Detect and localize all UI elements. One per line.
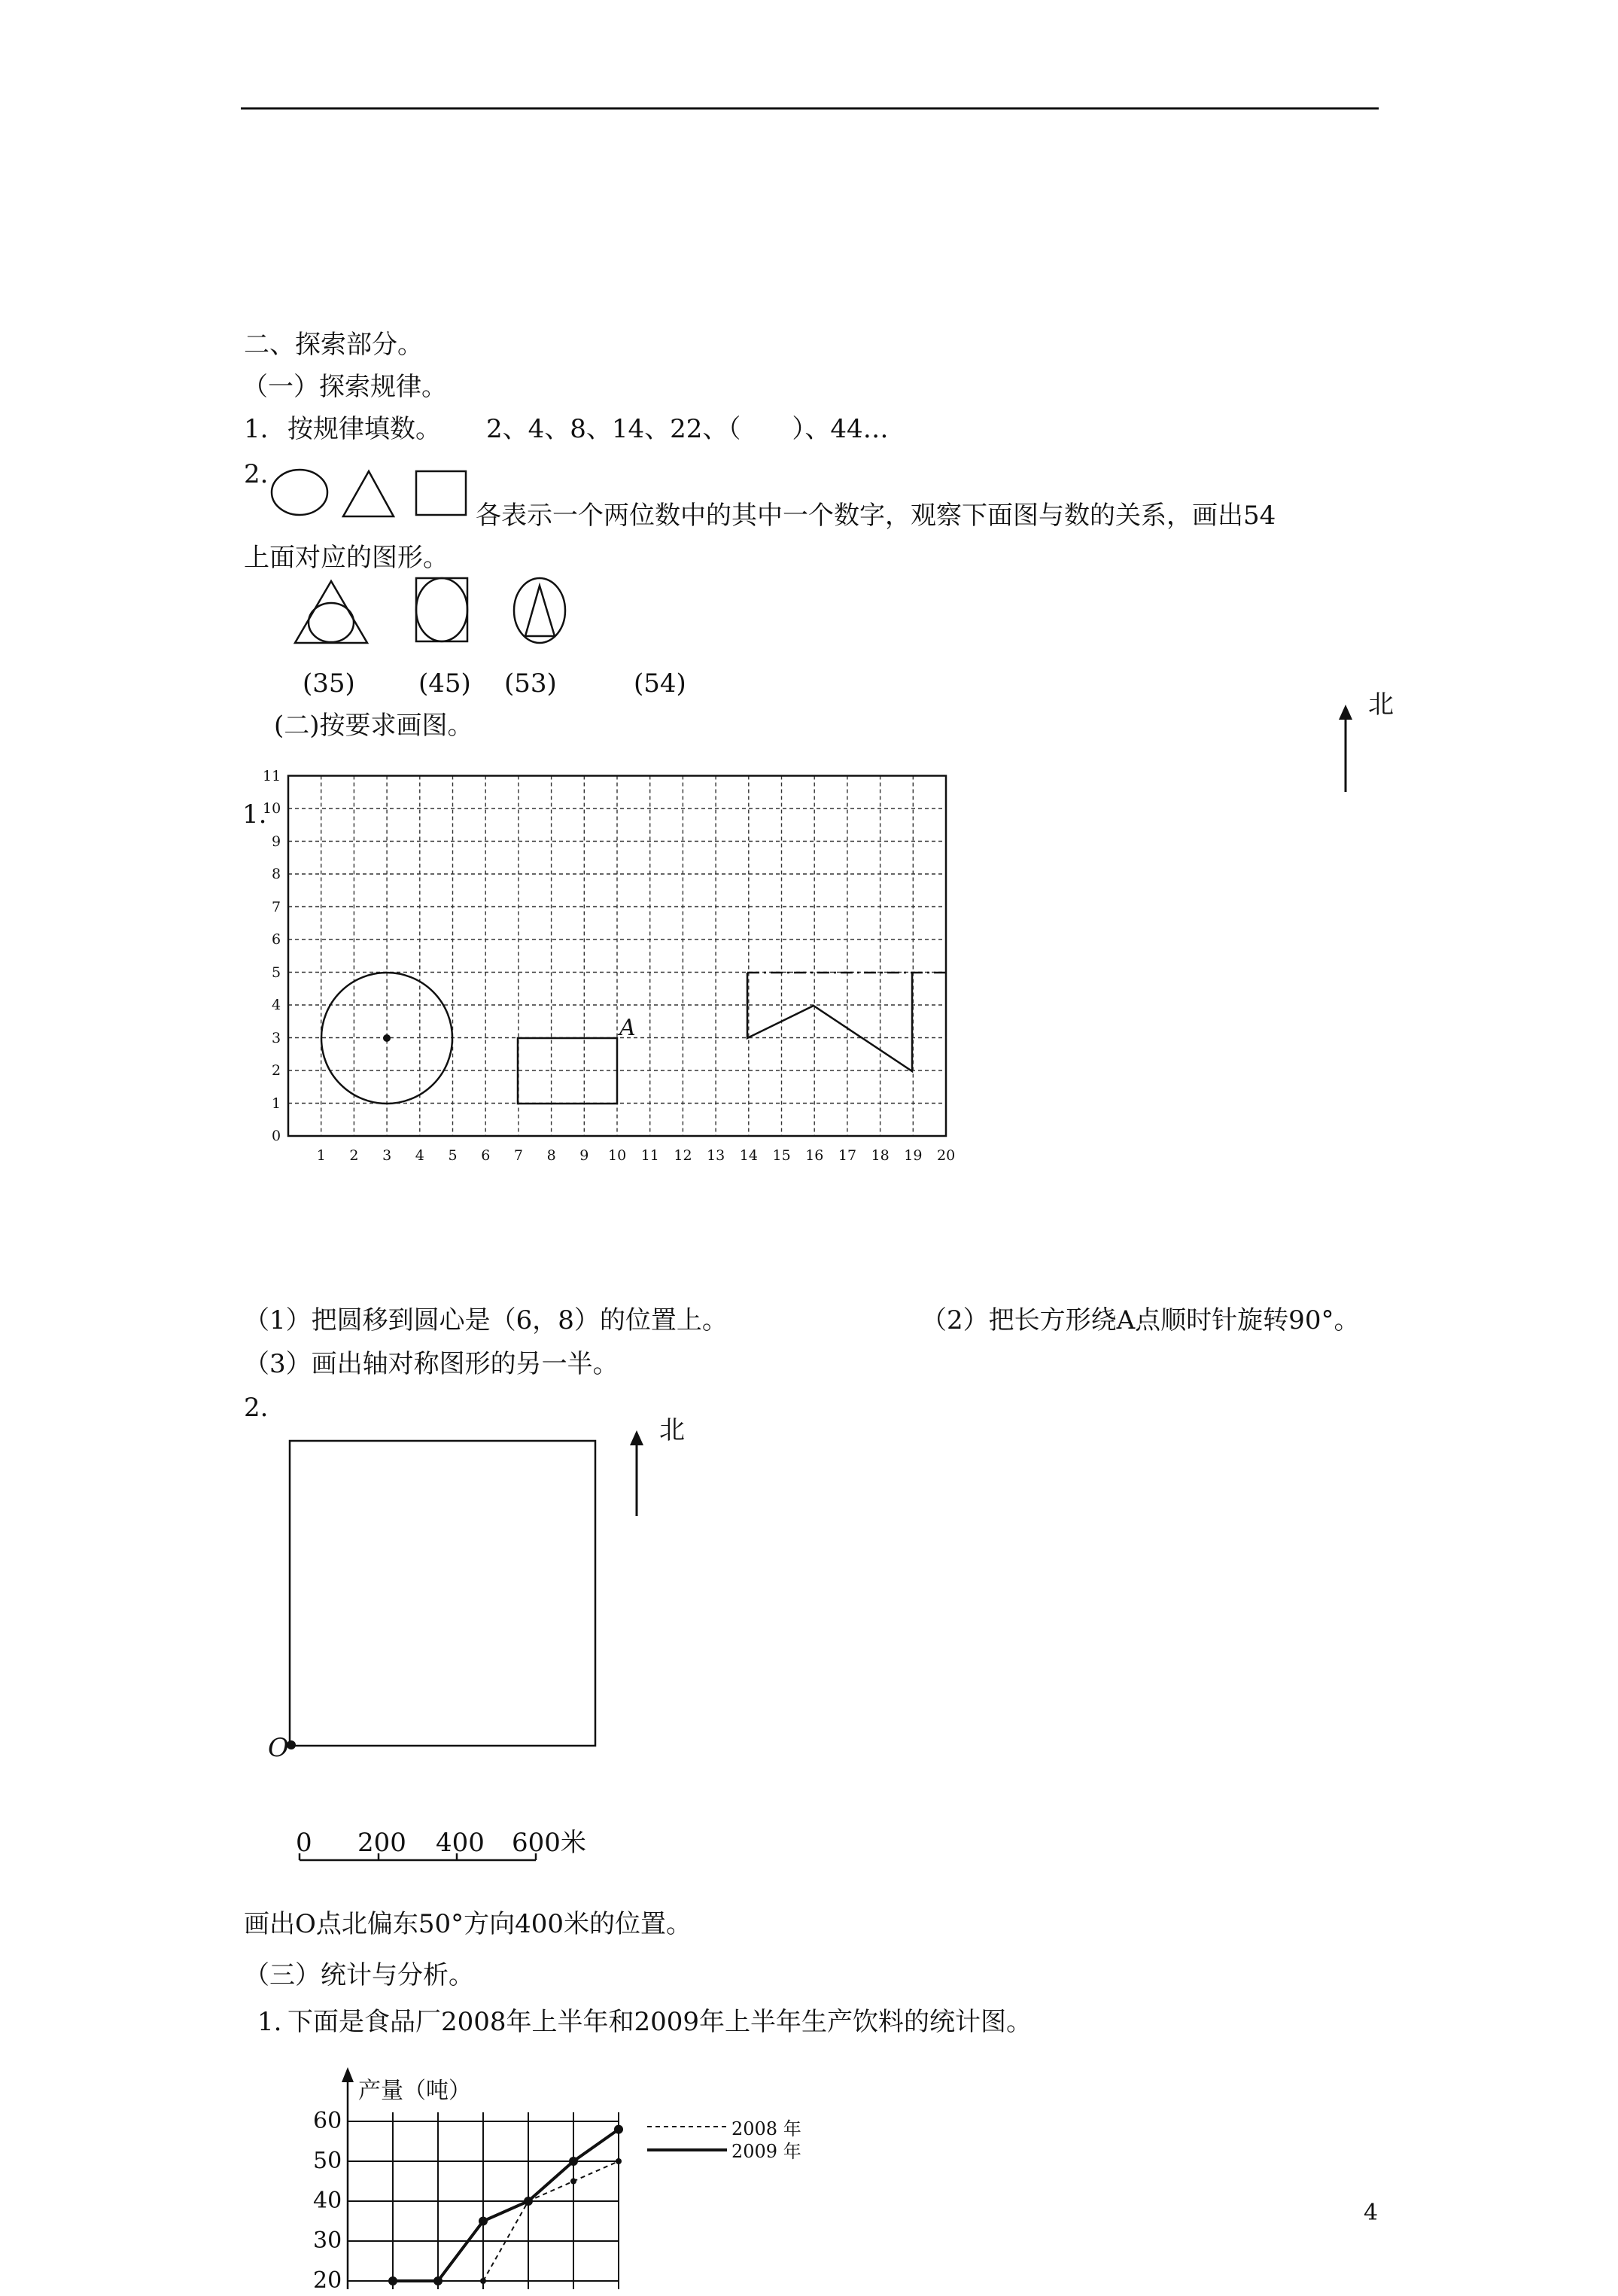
y-tick-label: 2 <box>272 1062 281 1079</box>
series-2009-line <box>393 2130 619 2281</box>
north-arrow-icon <box>630 1430 643 1516</box>
x-tick-label: 13 <box>707 1147 725 1164</box>
task3: （3）画出轴对称图形的另一半。 <box>244 1349 619 1379</box>
stats-q-text: 下面是食品厂2008年上半年和2009年上半年生产饮料的统计图。 <box>287 2007 1033 2037</box>
y-tick-label: 0 <box>272 1128 281 1144</box>
x-tick-label: 2 <box>349 1147 359 1164</box>
chart-y-tick: 50 <box>313 2148 342 2174</box>
x-tick-label: 11 <box>640 1147 659 1164</box>
q2-text-line1: 各表示一个两位数中的其中一个数字，观察下面图与数的关系，画出54 <box>476 501 1276 531</box>
ellipse-symbol-icon <box>272 470 327 515</box>
figure-35 <box>295 581 367 643</box>
part2-heading: (二)按要求画图。 <box>274 711 473 741</box>
figure-45 <box>416 578 467 641</box>
x-tick-label: 8 <box>546 1147 556 1164</box>
y-tick-label: 7 <box>272 898 281 915</box>
x-tick-label: 1 <box>316 1147 326 1164</box>
label-45: (45) <box>418 668 471 699</box>
label-53: (53) <box>504 668 557 699</box>
x-tick-label: 19 <box>904 1147 923 1164</box>
task2: （2）把长方形绕A点顺时针旋转90°。 <box>921 1305 1360 1335</box>
y-axis-arrow-icon <box>342 2067 354 2082</box>
chart-ylabel: 产量（吨） <box>358 2078 471 2104</box>
north-label-2: 北 <box>659 1415 685 1445</box>
series-2009-point <box>433 2276 443 2285</box>
q2-number: 2. <box>244 459 269 489</box>
x-tick-label: 7 <box>513 1147 523 1164</box>
x-tick-label: 5 <box>448 1147 458 1164</box>
x-tick-label: 6 <box>481 1147 491 1164</box>
x-tick-label: 10 <box>608 1147 627 1164</box>
x-tick-label: 20 <box>937 1147 956 1164</box>
x-tick-label: 16 <box>805 1147 824 1164</box>
x-tick-label: 4 <box>415 1147 424 1164</box>
section-title: 二、探索部分。 <box>244 330 423 360</box>
legend-2009: 2009 年 <box>731 2141 801 2162</box>
scale-400: 400 <box>436 1828 485 1858</box>
chart-y-tick: 40 <box>313 2188 342 2214</box>
x-tick-label: 17 <box>838 1147 857 1164</box>
scale-200: 200 <box>357 1828 406 1858</box>
y-tick-label: 9 <box>272 833 281 850</box>
series-2008-point <box>480 2278 486 2284</box>
grid-q-number: 1. <box>242 799 267 830</box>
series-2008-point <box>570 2179 576 2185</box>
point-a-label: A <box>619 1015 636 1041</box>
square-symbol-icon <box>416 471 466 515</box>
x-tick-label: 12 <box>674 1147 692 1164</box>
y-tick-label: 6 <box>272 931 281 948</box>
scale-bar <box>300 1853 536 1860</box>
map-q-number: 2. <box>244 1393 269 1423</box>
map-task: 画出O点北偏东50°方向400米的位置。 <box>244 1909 692 1939</box>
y-tick-label: 8 <box>272 866 281 882</box>
series-2009-point <box>614 2125 623 2134</box>
y-tick-label: 4 <box>272 997 281 1013</box>
series-2008-point <box>616 2158 622 2164</box>
x-tick-label: 9 <box>579 1147 589 1164</box>
task1: （1）把圆移到圆心是（6，8）的位置上。 <box>244 1305 728 1335</box>
stats-q-number: 1. <box>257 2007 282 2037</box>
map-square <box>290 1441 595 1746</box>
half-figure <box>747 973 912 1071</box>
origin-label: O <box>268 1733 289 1763</box>
y-tick-label: 3 <box>272 1029 281 1046</box>
q1-text: 按规律填数。 <box>287 414 441 444</box>
label-54: (54) <box>634 668 686 699</box>
chart-y-tick: 20 <box>313 2267 342 2294</box>
series-2009-point <box>388 2276 397 2285</box>
x-tick-label: 15 <box>772 1147 791 1164</box>
y-tick-label: 5 <box>272 964 281 981</box>
y-tick-label: 10 <box>263 800 281 817</box>
part3-heading: （三）统计与分析。 <box>244 1960 474 1990</box>
triangle-symbol-icon <box>343 471 394 516</box>
chart-y-tick: 30 <box>313 2227 342 2254</box>
x-tick-label: 14 <box>739 1147 758 1164</box>
legend-2008: 2008 年 <box>731 2118 801 2139</box>
series-2009-point <box>524 2197 533 2206</box>
series-2009-point <box>479 2217 488 2226</box>
y-tick-label: 1 <box>272 1095 281 1112</box>
page-number: 4 <box>1364 2200 1379 2226</box>
x-tick-label: 18 <box>871 1147 890 1164</box>
y-tick-label: 11 <box>263 767 281 784</box>
label-35: (35) <box>303 668 355 699</box>
figure-53 <box>514 578 565 643</box>
scale-0: 0 <box>296 1828 312 1858</box>
circle-center <box>383 1034 391 1042</box>
part1-heading: （一）探索规律。 <box>242 372 447 402</box>
north-label: 北 <box>1368 690 1394 720</box>
north-arrow-icon <box>1339 705 1352 792</box>
q1-number: 1. <box>244 414 269 444</box>
series-2009-point <box>569 2157 578 2166</box>
q1-sequence: 2、4、8、14、22、（ ）、44… <box>486 414 889 444</box>
x-tick-label: 3 <box>382 1147 392 1164</box>
q2-text-line2: 上面对应的图形。 <box>244 543 449 573</box>
scale-600: 600米 <box>512 1828 586 1858</box>
chart-y-tick: 60 <box>313 2108 342 2134</box>
